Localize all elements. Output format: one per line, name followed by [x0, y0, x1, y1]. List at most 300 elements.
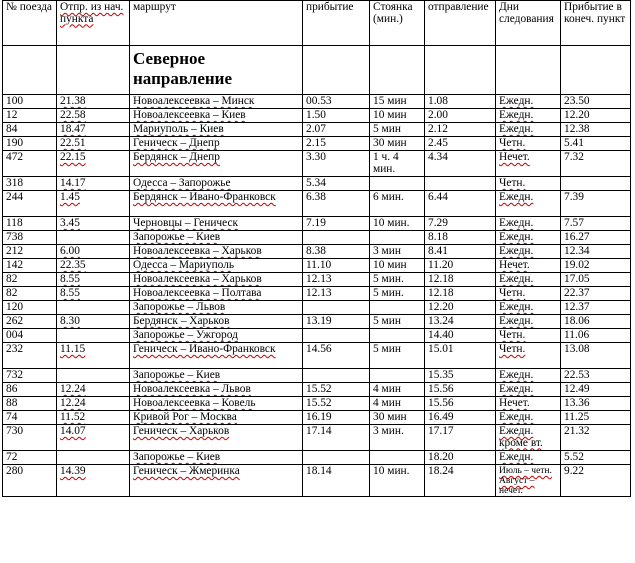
- cell-arrival: [303, 329, 370, 343]
- cell-origin-departure: [57, 383, 130, 397]
- cell-arrival: [303, 231, 370, 245]
- cell-days: [496, 397, 561, 411]
- cell-days-text: Ежедн.: [499, 315, 534, 327]
- cell-final-arrival: 12.37: [561, 301, 631, 315]
- cell-stop-duration: 10 мин.: [370, 465, 425, 497]
- cell-days: [496, 343, 561, 369]
- cell-train-number: 120: [3, 301, 57, 315]
- cell-origin-departure: [57, 231, 130, 245]
- cell-departure: 15.56: [425, 397, 496, 411]
- cell-route-text: Запорожье – Ужгород: [133, 329, 238, 341]
- cell-stop-duration: 10 мин: [370, 109, 425, 123]
- cell-days-text: Нечет.: [499, 259, 530, 271]
- cell-stop-duration: 5 мин: [370, 343, 425, 369]
- cell-days-text: Ежедн.: [499, 369, 534, 381]
- cell-route: [130, 411, 303, 425]
- section-title: Северное направление: [130, 46, 303, 95]
- cell-days: [496, 191, 561, 217]
- table-row: [3, 191, 631, 217]
- cell-train-number: 82: [3, 287, 57, 301]
- cell-origin-departure: [57, 95, 130, 109]
- cell-days-text: Ежедн.: [499, 411, 534, 423]
- cell-days-text: Ежедн.: [499, 231, 534, 243]
- cell-arrival: 2.07: [303, 123, 370, 137]
- cell-train-number: 004: [3, 329, 57, 343]
- cell-final-arrival: 7.39: [561, 191, 631, 217]
- cell-days-text: Июль – четн. Август – нечет.: [499, 466, 552, 496]
- cell-origin-departure-text: 11.52: [60, 411, 86, 423]
- cell-final-arrival: 5.52: [561, 451, 631, 465]
- cell-arrival: 00.53: [303, 95, 370, 109]
- cell-route-text: Мариуполь – Киев: [133, 123, 224, 135]
- cell-departure: 16.49: [425, 411, 496, 425]
- cell-origin-departure: [57, 369, 130, 383]
- cell-final-arrival: 12.38: [561, 123, 631, 137]
- cell-departure: 8.18: [425, 231, 496, 245]
- cell-departure: 6.44: [425, 191, 496, 217]
- cell-arrival: 7.19: [303, 217, 370, 231]
- cell-days: [496, 425, 561, 451]
- cell-route-text: Запорожье – Львов: [133, 301, 226, 313]
- cell-stop-duration: 15 мин: [370, 95, 425, 109]
- header-final-arrival: Прибытие в конеч. пункт: [561, 1, 631, 46]
- cell-train-number: 12: [3, 109, 57, 123]
- table-header-row: [3, 1, 631, 46]
- cell-departure: 17.17: [425, 425, 496, 451]
- cell-route: [130, 177, 303, 191]
- cell-final-arrival: 22.53: [561, 369, 631, 383]
- cell-arrival: 14.56: [303, 343, 370, 369]
- cell-stop-duration: 30 мин: [370, 411, 425, 425]
- cell-route: [130, 369, 303, 383]
- cell-route-text: Геническ – Харьков: [133, 425, 230, 437]
- cell-route-text: Запорожье – Киев: [133, 369, 221, 381]
- cell-days-text: Ежедн.: [499, 273, 534, 285]
- cell-route-text: Запорожье – Киев: [133, 451, 221, 463]
- table-row: [3, 301, 631, 315]
- cell-arrival: 16.19: [303, 411, 370, 425]
- cell-route-text: Бердянск – Днепр: [133, 151, 220, 163]
- cell-stop-duration: 30 мин: [370, 137, 425, 151]
- cell-origin-departure-text: 22.51: [60, 137, 86, 149]
- cell-days-text: Нечет.: [499, 151, 530, 163]
- cell-arrival: 12.13: [303, 287, 370, 301]
- cell-final-arrival: 13.08: [561, 343, 631, 369]
- schedule-document: [2, 0, 631, 497]
- cell-stop-duration: [370, 177, 425, 191]
- cell-route-text: Бердянск – Ивано-Франковск: [133, 191, 276, 203]
- header-departure: отправление: [425, 1, 496, 46]
- cell-route-text: Новоалексеевка – Киев: [133, 109, 246, 121]
- cell-days-text: Ежедн.: [499, 245, 534, 257]
- cell-departure: 11.20: [425, 259, 496, 273]
- section-spacer: [303, 46, 370, 95]
- header-days: Дни следования: [496, 1, 561, 46]
- cell-origin-departure-text: 3.45: [60, 217, 80, 229]
- cell-origin-departure-text: 8.30: [60, 315, 80, 327]
- cell-days-text: Четн.: [499, 329, 526, 341]
- cell-origin-departure: [57, 109, 130, 123]
- cell-train-number: 318: [3, 177, 57, 191]
- cell-final-arrival: 19.02: [561, 259, 631, 273]
- cell-final-arrival: 7.32: [561, 151, 631, 177]
- table-row: [3, 425, 631, 451]
- cell-origin-departure: [57, 217, 130, 231]
- cell-final-arrival: 12.49: [561, 383, 631, 397]
- cell-stop-duration: 1 ч. 4 мин.: [370, 151, 425, 177]
- cell-days-text: Нечет.: [499, 397, 530, 409]
- table-row: [3, 343, 631, 369]
- cell-days: [496, 217, 561, 231]
- cell-route: [130, 137, 303, 151]
- cell-arrival: 1.50: [303, 109, 370, 123]
- cell-route-text: Одесса – Запорожье: [133, 177, 231, 189]
- cell-final-arrival: 9.22: [561, 465, 631, 497]
- cell-stop-duration: 3 мин.: [370, 425, 425, 451]
- section-spacer: [561, 46, 631, 95]
- cell-final-arrival: 21.32: [561, 425, 631, 451]
- cell-days-text: Четн.: [499, 343, 526, 355]
- cell-days-text: Четн.: [499, 287, 526, 299]
- cell-train-number: 280: [3, 465, 57, 497]
- table-row: [3, 245, 631, 259]
- cell-route-text: Новоалексеевка – Ковель: [133, 397, 256, 409]
- cell-origin-departure-text: 1.45: [60, 191, 80, 203]
- cell-days: [496, 259, 561, 273]
- cell-departure: 8.41: [425, 245, 496, 259]
- cell-arrival: 8.38: [303, 245, 370, 259]
- cell-days-text: Ежедн.: [499, 191, 534, 203]
- cell-days: [496, 315, 561, 329]
- cell-arrival: [303, 451, 370, 465]
- table-row: [3, 259, 631, 273]
- cell-origin-departure-text: 22.35: [60, 259, 86, 271]
- header-arrival: прибытие: [303, 1, 370, 46]
- cell-stop-duration: [370, 451, 425, 465]
- cell-route: [130, 123, 303, 137]
- cell-train-number: 212: [3, 245, 57, 259]
- cell-origin-departure: [57, 273, 130, 287]
- section-spacer: [496, 46, 561, 95]
- cell-train-number: 190: [3, 137, 57, 151]
- cell-origin-departure: [57, 451, 130, 465]
- cell-route: [130, 329, 303, 343]
- cell-days: [496, 301, 561, 315]
- table-row: [3, 315, 631, 329]
- header-route: маршрут: [130, 1, 303, 46]
- table-row: [3, 231, 631, 245]
- cell-route: [130, 245, 303, 259]
- cell-final-arrival: 12.34: [561, 245, 631, 259]
- cell-origin-departure-text: 12.24: [60, 383, 86, 395]
- cell-arrival: 6.38: [303, 191, 370, 217]
- cell-departure: 7.29: [425, 217, 496, 231]
- table-row: [3, 273, 631, 287]
- cell-arrival: 17.14: [303, 425, 370, 451]
- cell-final-arrival: 12.20: [561, 109, 631, 123]
- cell-departure: 2.00: [425, 109, 496, 123]
- cell-origin-departure-text: 18.47: [60, 123, 86, 135]
- cell-days: [496, 287, 561, 301]
- cell-days-text: Ежедн.: [499, 451, 534, 463]
- cell-route: [130, 465, 303, 497]
- table-row: [3, 137, 631, 151]
- cell-final-arrival: 23.50: [561, 95, 631, 109]
- cell-route-text: Новоалексеевка – Львов: [133, 383, 251, 395]
- table-row: [3, 397, 631, 411]
- cell-days: [496, 369, 561, 383]
- cell-stop-duration: [370, 301, 425, 315]
- cell-final-arrival: 5.41: [561, 137, 631, 151]
- cell-days: [496, 329, 561, 343]
- header-origin-departure: Отпр. из нач. пункта: [57, 1, 130, 46]
- cell-route-text: Кривой Рог – Москва: [133, 411, 237, 423]
- cell-arrival: 2.15: [303, 137, 370, 151]
- cell-origin-departure: [57, 287, 130, 301]
- cell-departure: 1.08: [425, 95, 496, 109]
- train-schedule-table: [2, 0, 631, 497]
- cell-origin-departure: [57, 397, 130, 411]
- cell-departure: 15.56: [425, 383, 496, 397]
- header-stop-duration: Стоянка (мин.): [370, 1, 425, 46]
- cell-route: [130, 301, 303, 315]
- cell-days: [496, 109, 561, 123]
- table-row: [3, 151, 631, 177]
- cell-route: [130, 451, 303, 465]
- cell-days: [496, 273, 561, 287]
- cell-stop-duration: 4 мин: [370, 383, 425, 397]
- cell-arrival: 3.30: [303, 151, 370, 177]
- cell-origin-departure: [57, 123, 130, 137]
- cell-days-text: Ежедн. кроме вт.: [499, 425, 543, 449]
- section-row: [3, 46, 631, 95]
- cell-origin-departure: [57, 315, 130, 329]
- cell-departure: 12.18: [425, 273, 496, 287]
- table-row: [3, 287, 631, 301]
- cell-route-text: Запорожье – Киев: [133, 231, 221, 243]
- table-row: [3, 383, 631, 397]
- cell-origin-departure-text: 8.55: [60, 287, 80, 299]
- cell-route-text: Геническ – Ивано-Франковск: [133, 343, 276, 355]
- cell-departure: 12.18: [425, 287, 496, 301]
- cell-train-number: 88: [3, 397, 57, 411]
- cell-route: [130, 425, 303, 451]
- cell-origin-departure-text: 22.58: [60, 109, 86, 121]
- cell-stop-duration: 5 мин: [370, 123, 425, 137]
- cell-origin-departure: [57, 465, 130, 497]
- cell-origin-departure-text: 22.15: [60, 151, 86, 163]
- cell-arrival: 15.52: [303, 383, 370, 397]
- cell-route: [130, 383, 303, 397]
- section-spacer: [370, 46, 425, 95]
- cell-origin-departure-text: 8.55: [60, 273, 80, 285]
- cell-route: [130, 315, 303, 329]
- cell-days: [496, 137, 561, 151]
- cell-origin-departure: [57, 343, 130, 369]
- cell-departure: 4.34: [425, 151, 496, 177]
- cell-origin-departure-text: 12.24: [60, 397, 86, 409]
- cell-stop-duration: 3 мин: [370, 245, 425, 259]
- cell-days: [496, 451, 561, 465]
- section-spacer: [3, 46, 57, 95]
- cell-stop-duration: [370, 329, 425, 343]
- cell-origin-departure: [57, 259, 130, 273]
- cell-origin-departure-text: 14.17: [60, 177, 86, 189]
- cell-origin-departure: [57, 329, 130, 343]
- cell-origin-departure-text: 21.38: [60, 95, 86, 107]
- cell-route: [130, 191, 303, 217]
- cell-origin-departure: [57, 191, 130, 217]
- cell-final-arrival: 18.06: [561, 315, 631, 329]
- cell-days-text: Ежедн.: [499, 95, 534, 107]
- cell-departure: 15.01: [425, 343, 496, 369]
- cell-train-number: 142: [3, 259, 57, 273]
- table-row: [3, 109, 631, 123]
- cell-days: [496, 231, 561, 245]
- cell-days: [496, 411, 561, 425]
- cell-route-text: Геническ – Днепр: [133, 137, 220, 149]
- cell-stop-duration: 10 мин: [370, 259, 425, 273]
- cell-origin-departure-text: 11.15: [60, 343, 86, 355]
- cell-train-number: 262: [3, 315, 57, 329]
- cell-stop-duration: 4 мин: [370, 397, 425, 411]
- cell-departure: 2.12: [425, 123, 496, 137]
- cell-origin-departure: [57, 411, 130, 425]
- cell-departure: 15.35: [425, 369, 496, 383]
- cell-departure: [425, 177, 496, 191]
- table-row: [3, 329, 631, 343]
- cell-days-text: Ежедн.: [499, 109, 534, 121]
- cell-arrival: [303, 301, 370, 315]
- cell-origin-departure-text: 6.00: [60, 245, 80, 257]
- cell-train-number: 84: [3, 123, 57, 137]
- cell-final-arrival: 17.05: [561, 273, 631, 287]
- cell-origin-departure: [57, 137, 130, 151]
- table-row: [3, 177, 631, 191]
- cell-route: [130, 151, 303, 177]
- cell-days: [496, 465, 561, 497]
- cell-days: [496, 177, 561, 191]
- cell-arrival: 13.19: [303, 315, 370, 329]
- cell-train-number: 472: [3, 151, 57, 177]
- section-spacer: [57, 46, 130, 95]
- cell-departure: 14.40: [425, 329, 496, 343]
- cell-days: [496, 245, 561, 259]
- cell-departure: 13.24: [425, 315, 496, 329]
- cell-route: [130, 95, 303, 109]
- cell-stop-duration: [370, 231, 425, 245]
- cell-route: [130, 273, 303, 287]
- cell-train-number: 732: [3, 369, 57, 383]
- cell-route-text: Черновцы – Геническ: [133, 217, 239, 229]
- cell-origin-departure: [57, 301, 130, 315]
- cell-train-number: 244: [3, 191, 57, 217]
- cell-days-text: Ежедн.: [499, 301, 534, 313]
- table-row: [3, 465, 631, 497]
- cell-train-number: 82: [3, 273, 57, 287]
- cell-route-text: Новоалексеевка – Минск: [133, 95, 255, 107]
- cell-stop-duration: [370, 369, 425, 383]
- cell-route: [130, 397, 303, 411]
- cell-arrival: 5.34: [303, 177, 370, 191]
- cell-final-arrival: [561, 177, 631, 191]
- table-row: [3, 411, 631, 425]
- cell-final-arrival: 7.57: [561, 217, 631, 231]
- cell-stop-duration: 5 мин.: [370, 273, 425, 287]
- cell-arrival: 11.10: [303, 259, 370, 273]
- section-spacer: [425, 46, 496, 95]
- cell-days-text: Ежедн.: [499, 383, 534, 395]
- cell-train-number: 72: [3, 451, 57, 465]
- cell-train-number: 730: [3, 425, 57, 451]
- cell-departure: 18.24: [425, 465, 496, 497]
- cell-train-number: 100: [3, 95, 57, 109]
- cell-route-text: Бердянск – Харьков: [133, 315, 230, 327]
- cell-route-text: Новоалексеевка – Харьков: [133, 273, 262, 285]
- cell-final-arrival: 22.37: [561, 287, 631, 301]
- cell-arrival: [303, 369, 370, 383]
- cell-route-text: Новоалексеевка – Харьков: [133, 245, 262, 257]
- cell-days-text: Ежедн.: [499, 217, 534, 229]
- cell-origin-departure-text: 14.39: [60, 465, 86, 477]
- cell-final-arrival: 13.36: [561, 397, 631, 411]
- table-row: [3, 451, 631, 465]
- cell-days-text: Четн.: [499, 177, 526, 189]
- cell-departure: 12.20: [425, 301, 496, 315]
- cell-train-number: 86: [3, 383, 57, 397]
- cell-route: [130, 109, 303, 123]
- cell-origin-departure: [57, 151, 130, 177]
- cell-days-text: Ежедн.: [499, 123, 534, 135]
- cell-route: [130, 259, 303, 273]
- cell-stop-duration: 6 мин.: [370, 191, 425, 217]
- cell-days: [496, 123, 561, 137]
- cell-route-text: Геническ – Жмеринка: [133, 465, 240, 477]
- cell-final-arrival: 16.27: [561, 231, 631, 245]
- cell-train-number: 74: [3, 411, 57, 425]
- cell-origin-departure: [57, 177, 130, 191]
- cell-days: [496, 383, 561, 397]
- cell-days: [496, 95, 561, 109]
- cell-arrival: 12.13: [303, 273, 370, 287]
- table-row: [3, 217, 631, 231]
- cell-days: [496, 151, 561, 177]
- cell-arrival: 18.14: [303, 465, 370, 497]
- cell-final-arrival: 11.06: [561, 329, 631, 343]
- cell-route: [130, 343, 303, 369]
- cell-days-text: Четн.: [499, 137, 526, 149]
- cell-origin-departure-text: 14.07: [60, 425, 86, 437]
- table-row: [3, 123, 631, 137]
- table-row: [3, 369, 631, 383]
- cell-route-text: Одесса – Мариуполь: [133, 259, 235, 271]
- cell-departure: 18.20: [425, 451, 496, 465]
- cell-origin-departure: [57, 245, 130, 259]
- cell-train-number: 232: [3, 343, 57, 369]
- cell-route: [130, 217, 303, 231]
- cell-arrival: 15.52: [303, 397, 370, 411]
- header-train-number: № поезда: [3, 1, 57, 46]
- cell-stop-duration: 5 мин.: [370, 287, 425, 301]
- cell-train-number: 118: [3, 217, 57, 231]
- cell-train-number: 738: [3, 231, 57, 245]
- cell-route-text: Новоалексеевка – Полтава: [133, 287, 262, 299]
- cell-final-arrival: 11.25: [561, 411, 631, 425]
- cell-departure: 2.45: [425, 137, 496, 151]
- cell-stop-duration: 5 мин: [370, 315, 425, 329]
- cell-origin-departure: [57, 425, 130, 451]
- table-row: [3, 95, 631, 109]
